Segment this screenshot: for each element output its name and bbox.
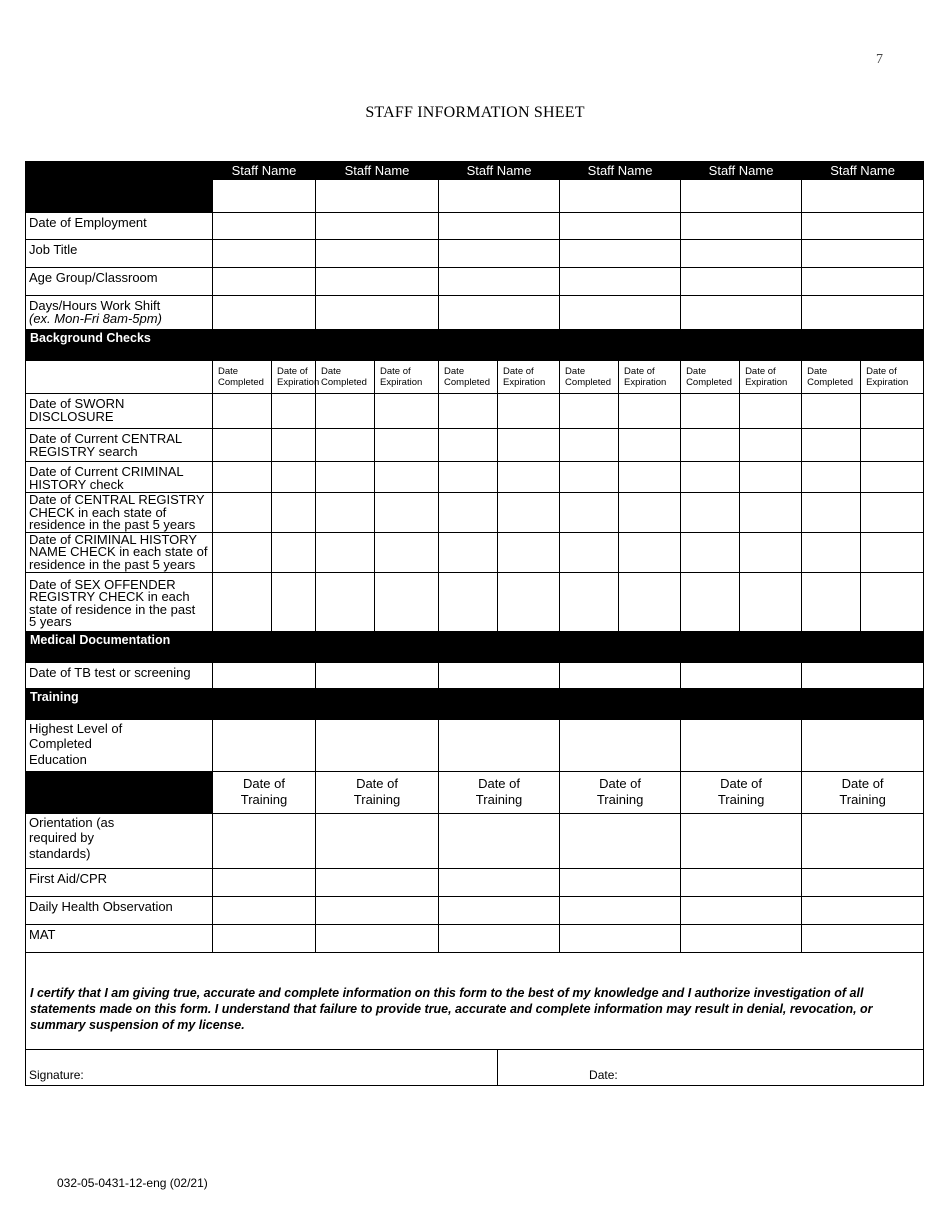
page-number: 7 [876,52,883,67]
header-blank [26,162,213,180]
input-cell[interactable] [802,532,861,572]
input-cell[interactable] [439,268,560,296]
date-of-training-header: Date of Training [213,771,316,813]
input-cell[interactable] [498,572,560,631]
input-cell[interactable] [681,296,802,330]
input-cell[interactable] [619,493,681,533]
input-cell[interactable] [213,493,272,533]
input-cell[interactable] [439,429,498,462]
input-cell[interactable] [681,572,740,631]
subheader-date-expiration: Date of Expiration [861,361,924,394]
row-label-central-registry-state: Date of CENTRAL REGISTRY CHECK in each state of residence in the past 5 years [26,493,213,533]
input-cell[interactable] [802,813,924,868]
subheader-date-completed: Date Completed [560,361,619,394]
input-cell[interactable] [272,429,316,462]
input-cell[interactable] [619,532,681,572]
staff-name-header: Staff Name [802,162,924,180]
input-cell[interactable] [681,493,740,533]
input-cell[interactable] [316,662,439,688]
input-cell[interactable] [861,532,924,572]
input-cell[interactable] [802,394,861,429]
input-cell[interactable] [681,268,802,296]
input-cell[interactable] [213,924,316,952]
input-cell[interactable] [316,394,375,429]
input-cell[interactable] [560,213,681,240]
input-cell[interactable] [681,924,802,952]
input-cell[interactable] [498,462,560,493]
input-cell[interactable] [316,240,439,268]
input-cell[interactable] [316,813,439,868]
row-label-tb-test: Date of TB test or screening [26,662,213,688]
input-cell[interactable] [439,719,560,771]
input-cell[interactable] [802,213,924,240]
input-cell[interactable] [213,240,316,268]
input-cell[interactable] [316,268,439,296]
staff-name-field[interactable] [316,180,439,213]
input-cell[interactable] [681,896,802,924]
input-cell[interactable] [681,662,802,688]
input-cell[interactable] [272,572,316,631]
row-label-central-registry: Date of Current CENTRAL REGISTRY search [26,429,213,462]
input-cell[interactable] [560,268,681,296]
header-blank [26,180,213,213]
input-cell[interactable] [439,532,498,572]
input-cell[interactable] [740,572,802,631]
signature-field[interactable] [26,1049,498,1085]
input-cell[interactable] [498,532,560,572]
input-cell[interactable] [802,924,924,952]
input-cell[interactable] [681,719,802,771]
input-cell[interactable] [375,532,439,572]
input-cell[interactable] [619,462,681,493]
subheader-date-expiration: Date of Expiration [740,361,802,394]
input-cell[interactable] [560,296,681,330]
input-cell[interactable] [213,662,316,688]
input-cell[interactable] [375,429,439,462]
date-of-training-header: Date of Training [802,771,924,813]
row-label-daily-health: Daily Health Observation [26,896,213,924]
input-cell[interactable] [560,240,681,268]
date-label: Date: [589,1067,618,1082]
row-label-orientation: Orientation (as required by standards) [26,813,213,868]
input-cell[interactable] [272,493,316,533]
input-cell[interactable] [560,896,681,924]
input-cell[interactable] [213,868,316,896]
section-training: Training [26,688,924,719]
input-cell[interactable] [681,868,802,896]
input-cell[interactable] [498,493,560,533]
input-cell[interactable] [560,572,619,631]
input-cell[interactable] [560,719,681,771]
row-label-sworn-disclosure: Date of SWORN DISCLOSURE [26,394,213,429]
row-label-job-title: Job Title [26,240,213,268]
date-of-training-header: Date of Training [439,771,560,813]
input-cell[interactable] [802,268,924,296]
input-cell[interactable] [316,896,439,924]
training-header-blank [26,771,213,813]
input-cell[interactable] [213,429,272,462]
input-cell[interactable] [213,813,316,868]
row-label-first-aid: First Aid/CPR [26,868,213,896]
subheader-blank [26,361,213,394]
staff-name-header: Staff Name [681,162,802,180]
input-cell[interactable] [213,213,316,240]
subheader-date-completed: Date Completed [802,361,861,394]
staff-name-header: Staff Name [316,162,439,180]
input-cell[interactable] [439,462,498,493]
input-cell[interactable] [802,572,861,631]
input-cell[interactable] [272,532,316,572]
input-cell[interactable] [375,462,439,493]
subheader-date-completed: Date Completed [316,361,375,394]
input-cell[interactable] [213,462,272,493]
input-cell[interactable] [316,296,439,330]
input-cell[interactable] [213,268,316,296]
input-cell[interactable] [802,662,924,688]
subheader-date-expiration: Date of Expiration [272,361,316,394]
section-background-checks: Background Checks [26,330,924,361]
input-cell[interactable] [439,296,560,330]
signature-label: Signature: [29,1067,84,1082]
row-label-age-group: Age Group/Classroom [26,268,213,296]
input-cell[interactable] [439,662,560,688]
input-cell[interactable] [802,896,924,924]
input-cell[interactable] [681,240,802,268]
page-title: STAFF INFORMATION SHEET [365,104,585,121]
staff-name-header: Staff Name [560,162,681,180]
input-cell[interactable] [560,429,619,462]
input-cell[interactable] [439,240,560,268]
section-medical-documentation: Medical Documentation [26,631,924,662]
input-cell[interactable] [316,213,439,240]
input-cell[interactable] [740,493,802,533]
input-cell[interactable] [802,429,861,462]
date-field[interactable] [498,1049,924,1085]
input-cell[interactable] [861,462,924,493]
input-cell[interactable] [560,394,619,429]
input-cell[interactable] [802,719,924,771]
input-cell[interactable] [619,394,681,429]
input-cell[interactable] [560,813,681,868]
input-cell[interactable] [316,429,375,462]
input-cell[interactable] [375,394,439,429]
input-cell[interactable] [560,662,681,688]
input-cell[interactable] [316,868,439,896]
input-cell[interactable] [802,868,924,896]
input-cell[interactable] [439,868,560,896]
input-cell[interactable] [375,493,439,533]
subheader-date-expiration: Date of Expiration [619,361,681,394]
input-cell[interactable] [560,493,619,533]
input-cell[interactable] [213,532,272,572]
input-cell[interactable] [802,493,861,533]
row-label-mat: MAT [26,924,213,952]
row-label-employment: Date of Employment [26,213,213,240]
input-cell[interactable] [316,532,375,572]
form-code: 032-05-0431-12-eng (02/21) [57,1176,208,1190]
input-cell[interactable] [439,493,498,533]
input-cell[interactable] [861,429,924,462]
input-cell[interactable] [498,394,560,429]
input-cell[interactable] [439,213,560,240]
staff-name-field[interactable] [213,180,316,213]
input-cell[interactable] [439,813,560,868]
input-cell[interactable] [740,462,802,493]
input-cell[interactable] [439,572,498,631]
certification-statement: I certify that I am giving true, accurate and complete information on this form to the best of my knowledge and I authorize investigation of all statements made on this form. I understand that failure to provide true, accurate and complete information may result in denial, revocation, or summary suspension of my license. [26,952,924,1049]
input-cell[interactable] [681,213,802,240]
input-cell[interactable] [272,462,316,493]
row-label-shift [26,296,213,330]
date-of-training-header: Date of Training [316,771,439,813]
input-cell[interactable] [861,493,924,533]
input-cell[interactable] [316,493,375,533]
staff-name-field[interactable] [802,180,924,213]
subheader-date-expiration: Date of Expiration [498,361,560,394]
input-cell[interactable] [316,572,375,631]
input-cell[interactable] [740,532,802,572]
input-cell[interactable] [861,394,924,429]
input-cell[interactable] [272,394,316,429]
input-cell[interactable] [740,429,802,462]
staff-name-field[interactable] [681,180,802,213]
subheader-date-completed: Date Completed [681,361,740,394]
input-cell[interactable] [619,429,681,462]
staff-name-header: Staff Name [213,162,316,180]
input-cell[interactable] [316,924,439,952]
staff-table [25,161,924,1086]
input-cell[interactable] [740,394,802,429]
input-cell[interactable] [439,924,560,952]
date-of-training-header: Date of Training [681,771,802,813]
input-cell[interactable] [861,572,924,631]
input-cell[interactable] [681,394,740,429]
input-cell[interactable] [560,868,681,896]
input-cell[interactable] [213,572,272,631]
input-cell[interactable] [316,719,439,771]
input-cell[interactable] [213,896,316,924]
staff-name-header: Staff Name [439,162,560,180]
row-label-sex-offender: Date of SEX OFFENDER REGISTRY CHECK in each state of residence in the past 5 years [26,572,213,631]
staff-information-form [25,161,923,1086]
input-cell[interactable] [316,462,375,493]
shift-example: (ex. Mon-Fri 8am-5pm) [29,311,162,326]
input-cell[interactable] [681,462,740,493]
input-cell[interactable] [439,394,498,429]
subheader-date-completed: Date Completed [213,361,272,394]
input-cell[interactable] [560,462,619,493]
row-label-education: Highest Level of Completed Education [26,719,213,771]
input-cell[interactable] [802,240,924,268]
input-cell[interactable] [439,896,560,924]
input-cell[interactable] [498,429,560,462]
shift-label: Days/Hours Work Shift [29,298,161,313]
subheader-date-expiration: Date of Expiration [375,361,439,394]
row-label-criminal-history: Date of Current CRIMINAL HISTORY check [26,462,213,493]
input-cell[interactable] [560,924,681,952]
staff-name-field[interactable] [439,180,560,213]
input-cell[interactable] [560,532,619,572]
input-cell[interactable] [681,813,802,868]
row-label-criminal-history-state: Date of CRIMINAL HISTORY NAME CHECK in each state of residence in the past 5 years [26,532,213,572]
staff-name-field[interactable] [560,180,681,213]
input-cell[interactable] [213,296,316,330]
input-cell[interactable] [213,719,316,771]
subheader-date-completed: Date Completed [439,361,498,394]
input-cell[interactable] [681,429,740,462]
input-cell[interactable] [213,394,272,429]
input-cell[interactable] [802,462,861,493]
input-cell[interactable] [681,532,740,572]
input-cell[interactable] [375,572,439,631]
date-of-training-header: Date of Training [560,771,681,813]
input-cell[interactable] [619,572,681,631]
input-cell[interactable] [802,296,924,330]
